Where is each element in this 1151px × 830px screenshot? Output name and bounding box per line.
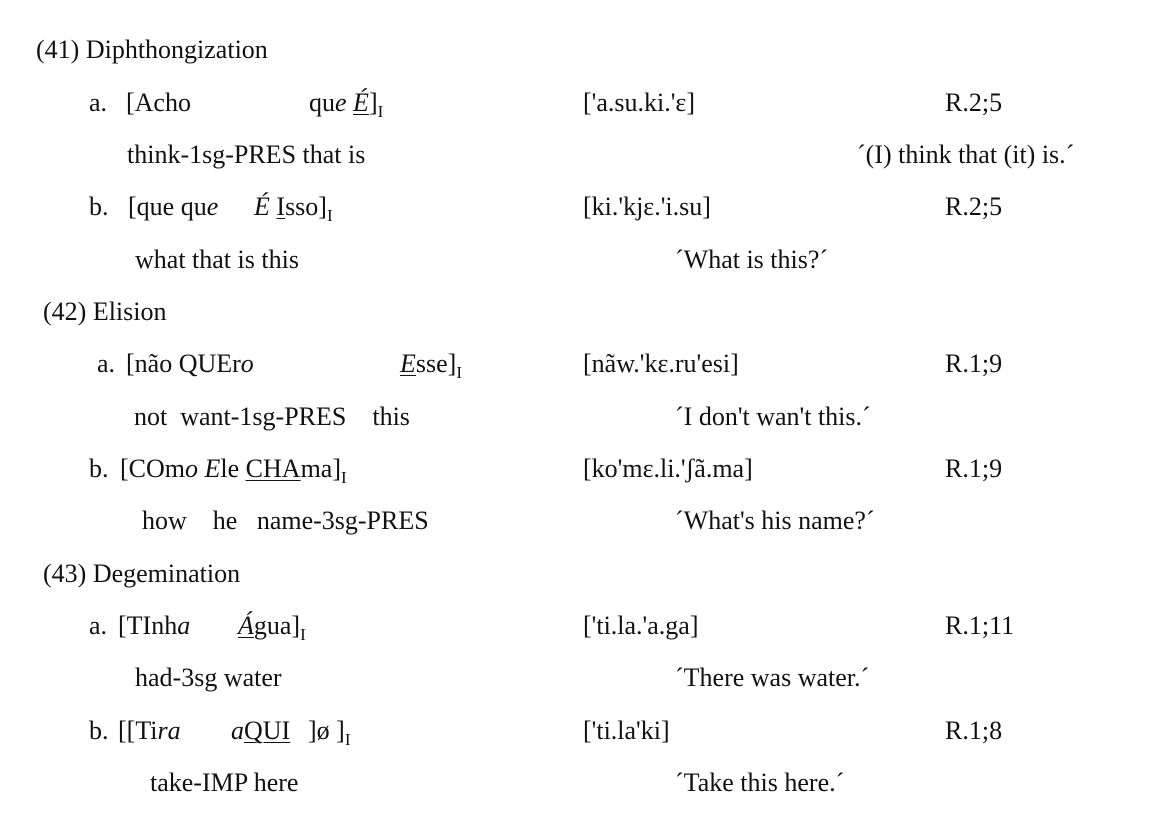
example-42b-letter: b. [89, 454, 109, 483]
example-43b-age: R.1;8 [945, 716, 1003, 745]
example-43b-translation: ´Take this here.´ [675, 768, 845, 797]
example-43a-translation: ´There was water.´ [675, 663, 870, 692]
example-42a-transcription: [nãw.'kɛ.ru'esi] [583, 349, 739, 378]
utterance-segment: [Acho [126, 88, 191, 117]
example-41a-transcription: ['a.su.ki.'ɛ] [583, 88, 695, 117]
example-43b-transcription: ['ti.la'ki] [583, 716, 670, 745]
example-41a-gloss: think-1sg-PRES that is [127, 140, 366, 169]
utterance-segment: [TInha [118, 611, 191, 640]
example-41b-letter: b. [89, 192, 109, 221]
example-42b-gloss: how he name-3sg-PRES [142, 506, 429, 535]
example-42a-translation: ´I don't wan't this.´ [675, 402, 871, 431]
example-41a-age: R.2;5 [945, 88, 1003, 117]
example-43a-gloss: had-3sg water [135, 663, 282, 692]
example-43a-transcription: ['ti.la.'a.ga] [583, 611, 699, 640]
example-43b-gloss: take-IMP here [150, 768, 299, 797]
example-41b-transcription: [ki.'kjɛ.'i.su] [583, 192, 711, 221]
example-41a-letter: a. [89, 88, 108, 117]
utterance-segment: que $É]_I$ [309, 88, 384, 121]
utterance-segment: [não QUEro [126, 349, 254, 378]
utterance-segment: É $Isso]_I$ [254, 192, 333, 225]
example-41a-translation: ´(I) think that (it) is.´ [857, 140, 1075, 169]
example-42a-letter: a. [97, 349, 116, 378]
example-43a-letter: a. [89, 611, 108, 640]
example-41-heading: (41) Diphthongization [36, 35, 268, 64]
example-43-heading: (43) Degemination [43, 559, 241, 588]
utterance-segment: $Esse]_I$ [400, 349, 462, 382]
example-41b-translation: ´What is this?´ [675, 245, 829, 274]
example-42b-age: R.1;9 [945, 454, 1003, 483]
utterance-segment: [COmo Ele $CHAma]_I$ [120, 454, 347, 487]
example-41b-age: R.2;5 [945, 192, 1003, 221]
utterance-segment: [que que [128, 192, 219, 221]
example-42-heading: (42) Elision [43, 297, 167, 326]
utterance-segment: ]ø ]$_I$ [308, 716, 351, 749]
utterance-segment: $Água]_I$ [238, 611, 306, 644]
utterance-segment: aQUI [231, 716, 291, 745]
example-42b-translation: ´What's his name?´ [675, 506, 875, 535]
utterance-segment: [[Tira [118, 716, 181, 745]
example-41b-gloss: what that is this [135, 245, 299, 274]
example-42a-age: R.1;9 [945, 349, 1003, 378]
example-42a-gloss: not want-1sg-PRES this [134, 402, 410, 431]
example-42b-transcription: [ko'mɛ.li.'ʃã.ma] [583, 454, 753, 483]
example-43a-age: R.1;11 [945, 611, 1015, 640]
example-43b-letter: b. [89, 716, 109, 745]
